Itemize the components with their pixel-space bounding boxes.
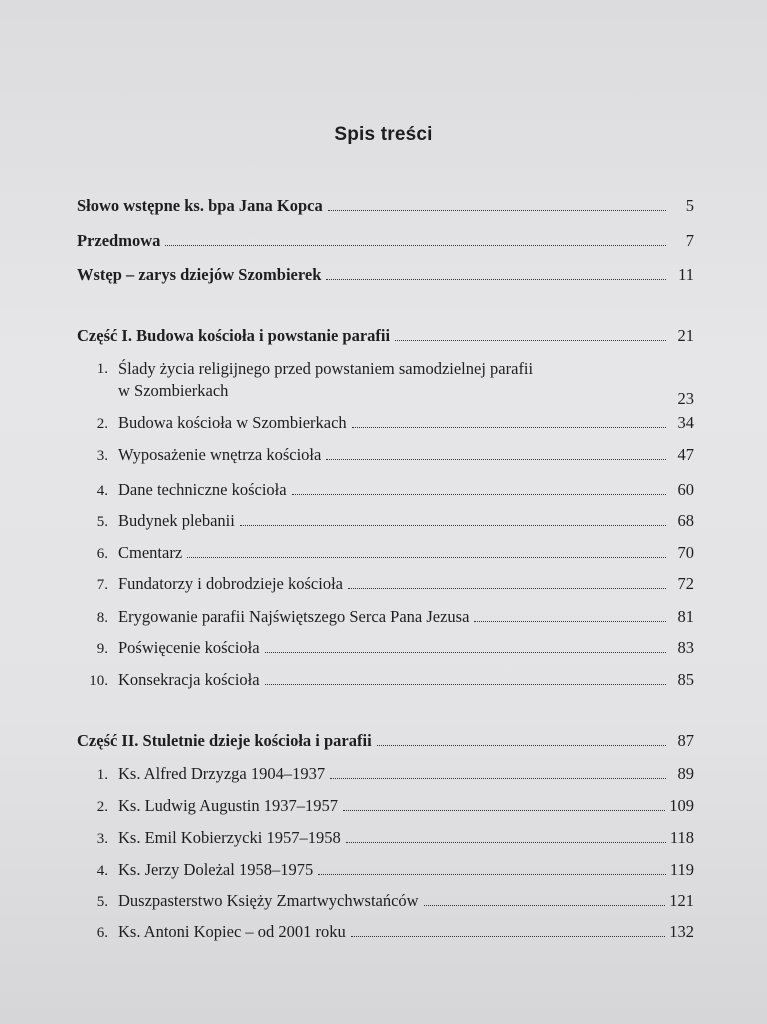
toc-page: 11 bbox=[678, 265, 694, 284]
toc-label: Ks. Jerzy Doleżal 1958–1975 bbox=[118, 860, 314, 879]
leader-dots bbox=[395, 336, 666, 341]
leader-dots bbox=[351, 932, 665, 937]
toc-page: 85 bbox=[677, 670, 694, 689]
toc-item bbox=[82, 511, 694, 532]
leader-dots bbox=[326, 275, 666, 280]
toc-label: Wstęp – zarys dziejów Szombierek bbox=[77, 265, 322, 284]
toc-item bbox=[82, 543, 694, 564]
toc-label: Ślady życia religijnego przed powstaniem samodzielnej parafii bbox=[118, 359, 534, 378]
toc-page: 83 bbox=[677, 638, 694, 657]
toc-item bbox=[82, 445, 694, 466]
page-title: Spis treści bbox=[334, 124, 433, 145]
toc-page: 72 bbox=[677, 574, 694, 593]
toc-item-number: 9. bbox=[96, 641, 108, 657]
toc-label: Dane techniczne kościoła bbox=[118, 480, 287, 499]
toc-item-number: 5. bbox=[96, 894, 108, 910]
toc-item bbox=[82, 574, 694, 595]
toc-item bbox=[82, 638, 694, 659]
toc-item bbox=[82, 764, 694, 785]
toc-item-number: 2. bbox=[96, 416, 108, 432]
toc-item bbox=[82, 480, 694, 501]
leader-dots bbox=[328, 206, 666, 211]
toc-page: 23 bbox=[677, 389, 694, 408]
toc-item-number: 8. bbox=[96, 610, 108, 626]
toc-label: Budowa kościoła w Szombierkach bbox=[118, 413, 347, 432]
toc-item bbox=[82, 922, 694, 943]
toc-page: 132 bbox=[669, 922, 694, 941]
toc-label: Ks. Antoni Kopiec – od 2001 roku bbox=[118, 922, 346, 941]
toc-page: 34 bbox=[677, 413, 694, 432]
toc-page: 81 bbox=[677, 607, 694, 626]
toc-label: Ks. Ludwig Augustin 1937–1957 bbox=[118, 796, 339, 815]
toc-item-number: 1. bbox=[96, 767, 108, 783]
toc-label: Poświęcenie kościoła bbox=[118, 638, 260, 657]
toc-item-number: 5. bbox=[96, 514, 108, 530]
toc-page: 109 bbox=[669, 796, 694, 815]
toc-item bbox=[82, 670, 694, 691]
leader-dots bbox=[318, 870, 666, 875]
leader-dots bbox=[265, 648, 666, 653]
leader-dots bbox=[343, 806, 665, 811]
toc-page: 121 bbox=[669, 891, 694, 910]
leader-dots bbox=[265, 680, 666, 685]
leader-dots bbox=[424, 901, 666, 906]
toc-item bbox=[82, 796, 694, 817]
toc-label: Przedmowa bbox=[77, 231, 161, 250]
toc-part1-heading bbox=[77, 326, 694, 346]
toc-label: Część I. Budowa kościoła i powstanie parafii bbox=[77, 326, 391, 345]
toc-item-number: 6. bbox=[96, 925, 108, 941]
leader-dots bbox=[346, 838, 666, 843]
toc-entry-foreword bbox=[77, 196, 694, 216]
toc-page: 119 bbox=[669, 860, 694, 879]
toc-item-number: 4. bbox=[96, 483, 108, 499]
toc-page: 21 bbox=[677, 326, 694, 345]
toc-item-number: 3. bbox=[96, 831, 108, 847]
toc-label: Erygowanie parafii Najświętszego Serca Pana Jezusa bbox=[118, 607, 470, 626]
leader-dots bbox=[348, 584, 666, 589]
toc-item bbox=[82, 860, 694, 881]
leader-dots bbox=[377, 741, 666, 746]
leader-dots bbox=[330, 774, 666, 779]
toc-page: 7 bbox=[685, 231, 694, 250]
toc-label: w Szombierkach bbox=[118, 381, 229, 400]
leader-dots bbox=[187, 553, 666, 558]
toc-item-number: 3. bbox=[96, 448, 108, 464]
toc-item-number: 6. bbox=[96, 546, 108, 562]
toc-label: Duszpasterstwo Księży Zmartwychwstańców bbox=[118, 891, 419, 910]
toc-page: 68 bbox=[677, 511, 694, 530]
toc-page: 70 bbox=[677, 543, 694, 562]
toc-entry-preface bbox=[77, 231, 694, 251]
toc-page: 47 bbox=[677, 445, 694, 464]
toc-item bbox=[82, 359, 694, 379]
toc-item-number: 7. bbox=[96, 577, 108, 593]
toc-item bbox=[82, 413, 694, 434]
leader-dots bbox=[292, 490, 666, 495]
toc-page: 5 bbox=[685, 196, 694, 215]
toc-item-number: 4. bbox=[96, 863, 108, 879]
toc-item-number: 2. bbox=[96, 799, 108, 815]
toc-page: 87 bbox=[677, 731, 694, 750]
toc-label: Budynek plebanii bbox=[118, 511, 235, 530]
toc-item-number: 1. bbox=[96, 361, 108, 377]
toc-item bbox=[82, 607, 694, 628]
toc-label: Konsekracja kościoła bbox=[118, 670, 260, 689]
toc-page: 60 bbox=[677, 480, 694, 499]
toc-page: 89 bbox=[677, 764, 694, 783]
toc-label: Część II. Stuletnie dzieje kościoła i parafii bbox=[77, 731, 372, 750]
toc-part2-heading bbox=[77, 731, 694, 751]
leader-dots bbox=[352, 423, 666, 428]
toc-item-number: 10. bbox=[89, 673, 108, 689]
toc-item bbox=[82, 828, 694, 849]
toc-entry-introduction bbox=[77, 265, 694, 285]
toc-item-continued bbox=[118, 381, 694, 408]
toc-item bbox=[82, 891, 694, 912]
leader-dots bbox=[240, 521, 666, 526]
toc-label: Słowo wstępne ks. bpa Jana Kopca bbox=[77, 196, 323, 215]
toc-label: Wyposażenie wnętrza kościoła bbox=[118, 445, 322, 464]
toc-label: Fundatorzy i dobrodzieje kościoła bbox=[118, 574, 343, 593]
toc-label: Cmentarz bbox=[118, 543, 183, 562]
leader-dots bbox=[165, 241, 666, 246]
leader-dots bbox=[326, 455, 666, 460]
toc-label: Ks. Emil Kobierzycki 1957–1958 bbox=[118, 828, 341, 847]
leader-dots bbox=[474, 617, 666, 622]
toc-page: 118 bbox=[669, 828, 694, 847]
toc-label: Ks. Alfred Drzyzga 1904–1937 bbox=[118, 764, 326, 783]
